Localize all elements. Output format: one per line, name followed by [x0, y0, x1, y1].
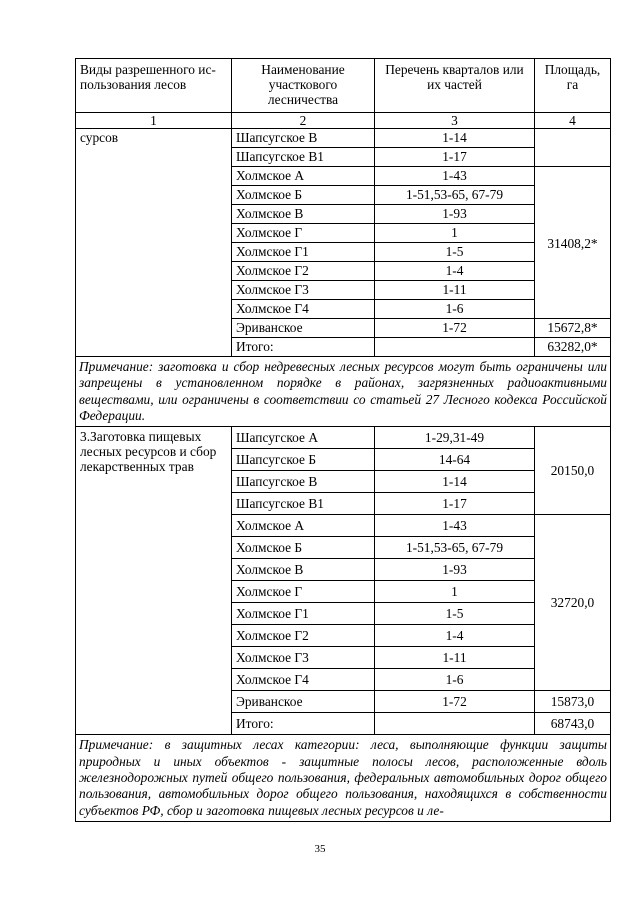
note-row	[76, 357, 611, 427]
forestry-name: Холмское Г1	[232, 603, 375, 625]
quarters: 1-72	[375, 691, 535, 713]
total-area: 63282,0*	[535, 338, 611, 357]
column-number: 4	[535, 113, 611, 129]
forestry-name: Шапсугское В	[232, 471, 375, 493]
note-text: Примечание: заготовка и сбор недревесных лесных ресурсов могут быть ограничены или запрещены в установленном порядке в районах, загрязненных радиоактивными веществами, или ограничены в соответствии со статьей 27 Лесного кодекса Российской Федерации.	[76, 357, 611, 427]
quarters: 1	[375, 224, 535, 243]
forestry-name: Холмское А	[232, 515, 375, 537]
forestry-name: Холмское Г1	[232, 243, 375, 262]
forestry-name: Шапсугское А	[232, 427, 375, 449]
table-row	[76, 129, 611, 148]
quarters: 1-4	[375, 625, 535, 647]
header-forestry-name: Наименование участкового лесничества	[232, 59, 375, 113]
use-type-cell: сурсов	[76, 129, 232, 357]
forestry-name: Холмское Б	[232, 537, 375, 559]
total-label: Итого:	[232, 713, 375, 735]
forestry-name: Холмское Г2	[232, 262, 375, 281]
forestry-name: Холмское В	[232, 559, 375, 581]
quarters: 1-11	[375, 281, 535, 300]
total-label: Итого:	[232, 338, 375, 357]
total-quarters-empty	[375, 713, 535, 735]
quarters: 1-11	[375, 647, 535, 669]
area-erivanskoe: 15672,8*	[535, 319, 611, 338]
column-number: 3	[375, 113, 535, 129]
forestry-name: Холмское Г	[232, 581, 375, 603]
forestry-name: Эриванское	[232, 691, 375, 713]
note-row	[76, 735, 611, 822]
header-area: Площадь, га	[535, 59, 611, 113]
forestry-name: Шапсугское В1	[232, 148, 375, 167]
forestry-name: Холмское Г3	[232, 647, 375, 669]
forestry-name: Холмское Б	[232, 186, 375, 205]
forestry-name: Шапсугское Б	[232, 449, 375, 471]
note-text: Примечание: в защитных лесах категории: леса, выполняющие функции защиты природных и иных объектов - защитные полосы лесов, расположенные вдоль железнодорожных путей общего пользования, федеральных автомобильных дорог общего пользования, автомобильных дорог общего пользования, находящихся в собственности субъектов РФ, сбор и заготовка пищевых лесных ресурсов и ле-	[76, 735, 611, 822]
page-number: 35	[314, 843, 326, 855]
quarters: 1-4	[375, 262, 535, 281]
forestry-name: Холмское Г3	[232, 281, 375, 300]
header-row	[76, 59, 611, 113]
forestry-name: Холмское А	[232, 167, 375, 186]
header-quarters: Перечень кварталов или их частей	[375, 59, 535, 113]
area-kholmskoe: 31408,2*	[535, 167, 611, 319]
forestry-name: Холмское Г4	[232, 669, 375, 691]
quarters: 1	[375, 581, 535, 603]
quarters: 1-5	[375, 603, 535, 625]
quarters: 1-17	[375, 148, 535, 167]
quarters: 1-72	[375, 319, 535, 338]
quarters: 1-51,53-65, 67-79	[375, 186, 535, 205]
forestry-name: Шапсугское В	[232, 129, 375, 148]
forestry-name: Холмское В	[232, 205, 375, 224]
quarters: 1-43	[375, 515, 535, 537]
quarters: 1-43	[375, 167, 535, 186]
quarters: 1-14	[375, 471, 535, 493]
use-type-cell: 3.Заготовка пищевых лесных ресурсов и сбор лекарственных трав	[76, 427, 232, 735]
total-quarters-empty	[375, 338, 535, 357]
quarters: 1-29,31-49	[375, 427, 535, 449]
forest-use-table	[75, 58, 611, 822]
forestry-name: Холмское Г2	[232, 625, 375, 647]
forestry-name: Шапсугское В1	[232, 493, 375, 515]
total-area: 68743,0	[535, 713, 611, 735]
quarters: 1-14	[375, 129, 535, 148]
forestry-name: Холмское Г	[232, 224, 375, 243]
forestry-name: Эриванское	[232, 319, 375, 338]
area-shapsugskoe: 20150,0	[535, 427, 611, 515]
quarters: 1-93	[375, 205, 535, 224]
area-kholmskoe: 32720,0	[535, 515, 611, 691]
forestry-name: Холмское Г4	[232, 300, 375, 319]
quarters: 1-17	[375, 493, 535, 515]
column-number: 1	[76, 113, 232, 129]
column-number-row	[76, 113, 611, 129]
quarters: 1-6	[375, 300, 535, 319]
column-number: 2	[232, 113, 375, 129]
table-row	[76, 427, 611, 449]
quarters: 14-64	[375, 449, 535, 471]
header-use-type: Виды разрешенного ис-пользования лесов	[76, 59, 232, 113]
quarters: 1-6	[375, 669, 535, 691]
quarters: 1-93	[375, 559, 535, 581]
area-erivanskoe: 15873,0	[535, 691, 611, 713]
area-cell-empty	[535, 129, 611, 167]
quarters: 1-5	[375, 243, 535, 262]
quarters: 1-51,53-65, 67-79	[375, 537, 535, 559]
